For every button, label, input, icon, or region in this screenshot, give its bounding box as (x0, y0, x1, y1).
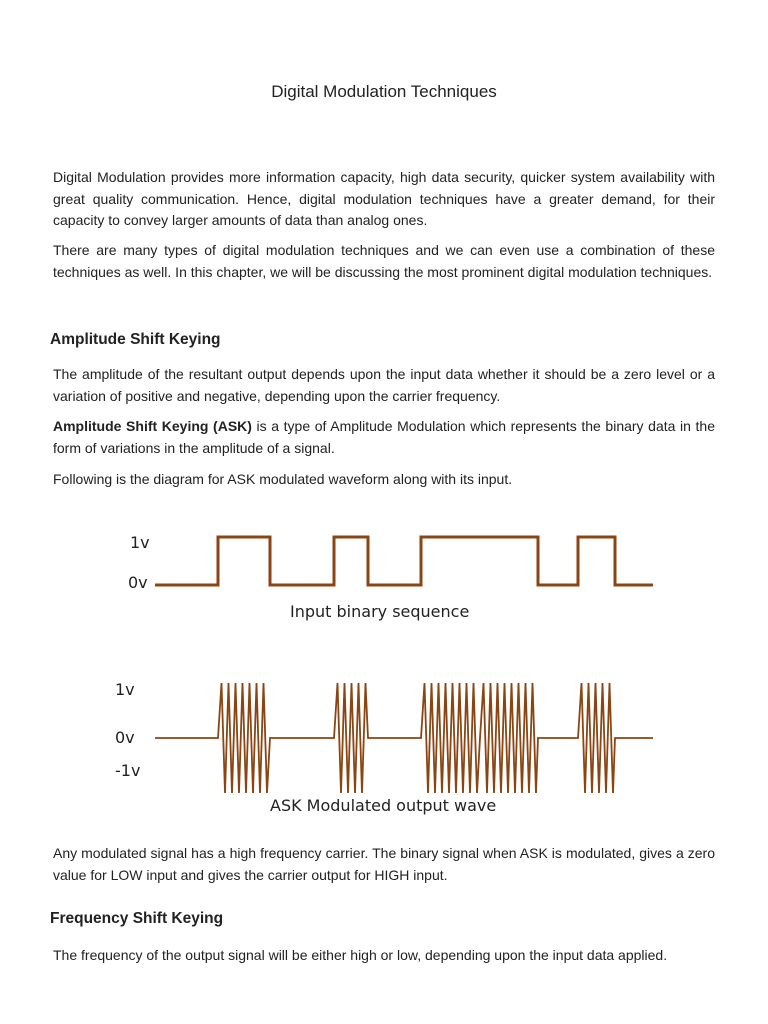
ask-paragraph-3: Following is the diagram for ASK modulated waveform along with its input. (53, 471, 513, 487)
output-caption: ASK Modulated output wave (270, 796, 497, 815)
output-label-minus-1v: -1v (115, 761, 141, 780)
fsk-paragraph-1: The frequency of the output signal will be either high or low, depending upon the input data applied. (53, 947, 668, 963)
intro-paragraph-2: There are many types of digital modulation techniques and we can even use a combination of these techniques as well. In this chapter, we will be discussing the most prominent digital modulation techniques. (53, 242, 715, 280)
input-caption: Input binary sequence (290, 602, 470, 621)
ask-paragraph-2 (53, 416, 715, 459)
ask-term-bold: Amplitude Shift Keying (ASK) (53, 418, 252, 434)
input-binary-waveform (155, 537, 653, 585)
input-label-0v: 0v (128, 573, 148, 592)
fsk-heading: Frequency Shift Keying (50, 910, 224, 927)
output-label-1v: 1v (115, 680, 135, 699)
intro-paragraph-1: Digital Modulation provides more information capacity, high data security, quicker system availability with great quality communication. Hence, digital modulation techniques have a greater demand, for their capacity to convey larger amounts of data than analog ones. (53, 169, 715, 228)
page-title: Digital Modulation Techniques (271, 82, 497, 101)
ask-paragraph-4: Any modulated signal has a high frequency carrier. The binary signal when ASK is modulated, gives a zero value for LOW input and gives the carrier output for HIGH input. (53, 845, 715, 883)
ask-heading: Amplitude Shift Keying (50, 331, 221, 348)
ask-definition-text: is a type of Amplitude Modulation which represents the binary data in the form of variations in the amplitude of a signal. (53, 418, 715, 456)
ask-output-waveform (155, 683, 653, 793)
ask-waveform-figure (0, 520, 768, 820)
output-label-0v: 0v (115, 728, 135, 747)
ask-paragraph-1: The amplitude of the resultant output depends upon the input data whether it should be a zero level or a variation of positive and negative, depending upon the carrier frequency. (53, 366, 715, 404)
input-label-1v: 1v (130, 533, 150, 552)
